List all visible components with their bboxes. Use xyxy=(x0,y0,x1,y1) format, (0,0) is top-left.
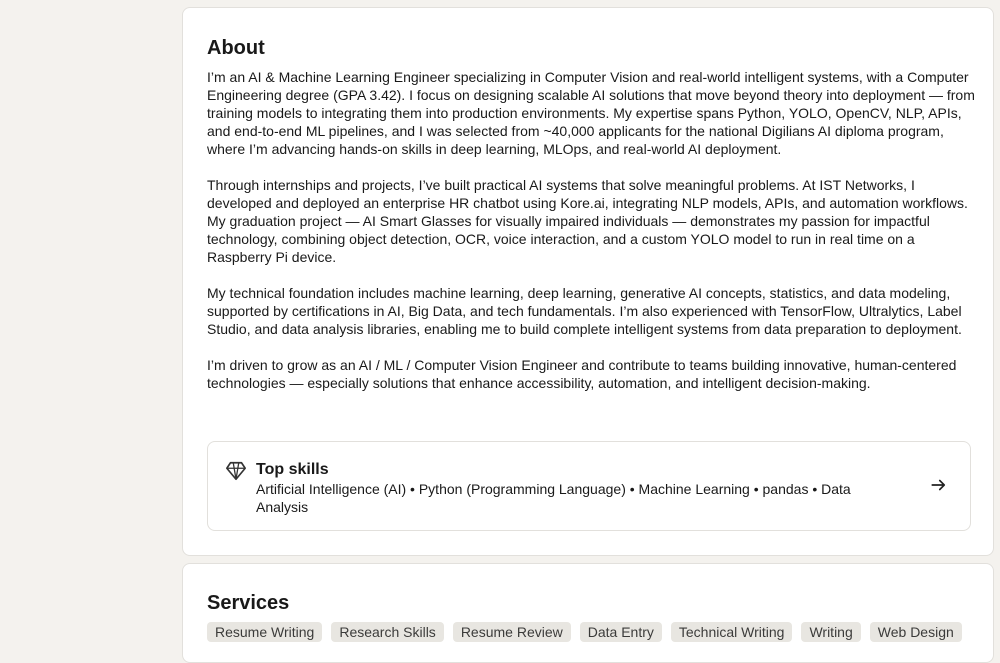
about-paragraph: Through internships and projects, I’ve built practical AI systems that solve meaningful problems. At IST Networks, I developed and deployed an enterprise HR chatbot using Kore.ai, integrating NLP models, APIs, and automation workflows. My graduation project — AI Smart Glasses for visually impaired individuals — demonstrates my passion for impactful technology, combining object detection, OCR, voice interaction, and a custom YOLO model to run in real time on a Raspberry Pi device. xyxy=(207,177,968,265)
diamond-icon xyxy=(225,460,247,482)
about-title: About xyxy=(207,37,265,59)
top-skills-title: Top skills xyxy=(256,461,329,478)
about-paragraph: I’m driven to grow as an AI / ML / Computer Vision Engineer and contribute to teams building innovative, human-centered technologies — especially solutions that enhance accessibility, automation, and intelligent decision-making. xyxy=(207,357,957,391)
service-pill: Web Design xyxy=(870,622,962,642)
service-pill: Research Skills xyxy=(331,622,443,642)
top-skills-list: Artificial Intelligence (AI) • Python (Programming Language) • Machine Learning • pandas • Data Analysis xyxy=(256,481,851,515)
arrow-right-icon[interactable] xyxy=(930,476,948,494)
top-skills-link[interactable] xyxy=(207,441,971,531)
about-description xyxy=(207,68,975,410)
service-pill: Resume Review xyxy=(453,622,571,642)
about-paragraph: I’m an AI & Machine Learning Engineer specializing in Computer Vision and real-world intelligent systems, with a Computer Engineering degree (GPA 3.42). I focus on designing scalable AI solutions that move beyond theory into deployment — from training models to integrating them into production environments. My expertise spans Python, YOLO, OpenCV, NLP, APIs, and end-to-end ML pipelines, and I was selected from ~40,000 applicants for the national Digilians AI diploma program, where I’m advancing hands-on skills in deep learning, MLOps, and real-world AI deployment. xyxy=(207,69,975,157)
service-pill: Data Entry xyxy=(580,622,662,642)
service-pill: Writing xyxy=(801,622,860,642)
service-pill: Technical Writing xyxy=(671,622,793,642)
about-card xyxy=(182,7,994,556)
services-card xyxy=(182,563,994,663)
services-list xyxy=(207,622,962,642)
services-title: Services xyxy=(207,592,290,614)
about-paragraph: My technical foundation includes machine learning, deep learning, generative AI concepts, statistics, and data modeling, supported by certifications in AI, Big Data, and tech fundamentals. I’m also experienced with TensorFlow, Ultralytics, Label Studio, and data analysis libraries, enabling me to build complete intelligent systems from data preparation to deployment. xyxy=(207,285,962,337)
service-pill: Resume Writing xyxy=(207,622,322,642)
